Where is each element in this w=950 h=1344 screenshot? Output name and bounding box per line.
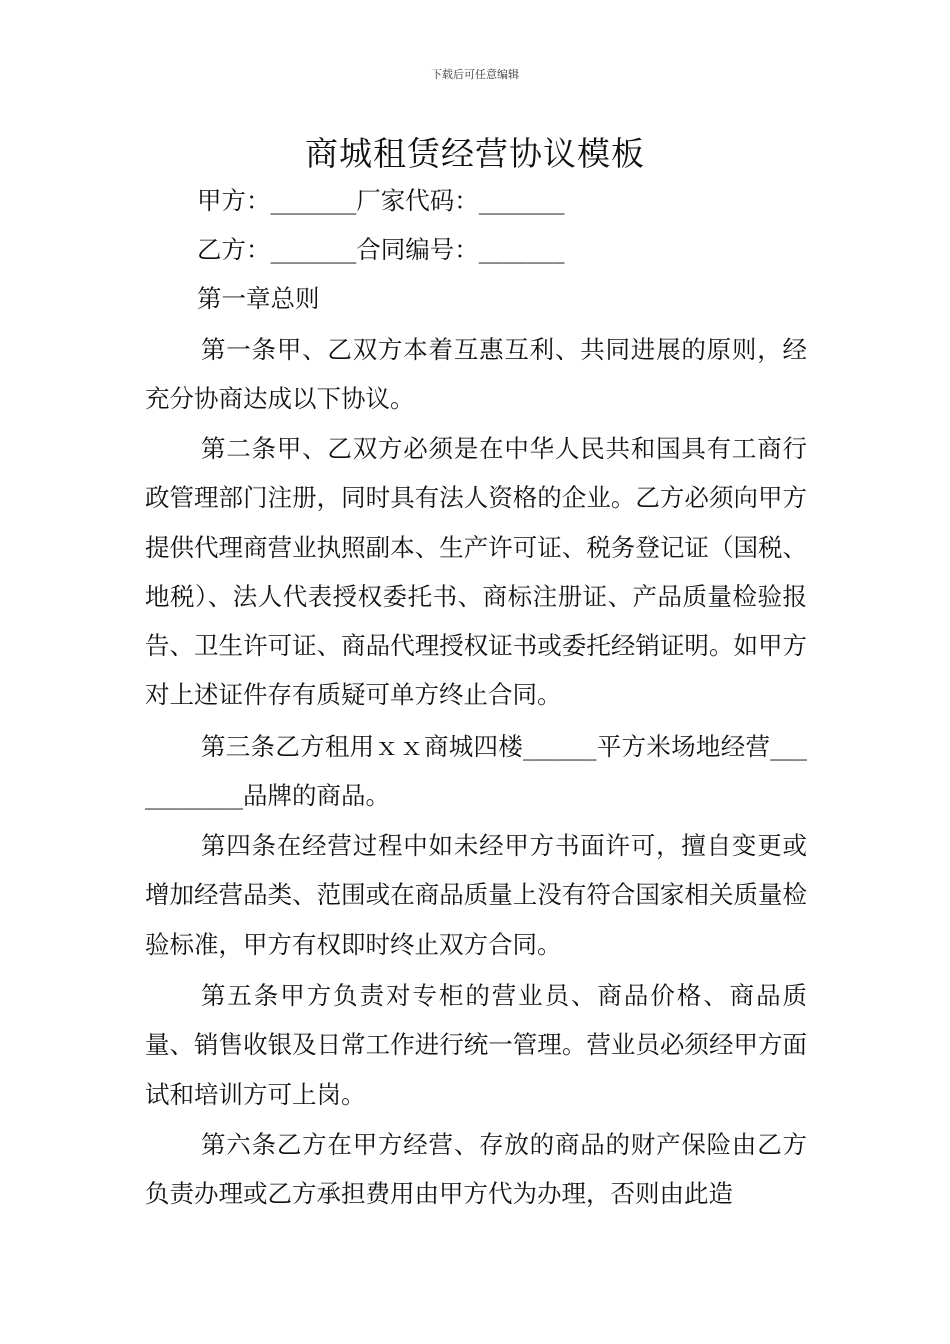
- article-3: 第三条乙方租用ｘｘ商城四楼______平方米场地经营___________品牌的商品。: [145, 732, 807, 811]
- party-b-line: 乙方：_______合同编号：_______: [197, 235, 565, 264]
- article-2: 第二条甲、乙双方必须是在中华人民共和国具有工商行政管理部门注册，同时具有法人资格的企业。乙方必须向甲方提供代理商营业执照副本、生产许可证、税务登记证（国税、地税）、法人代表授权委托书、商标注册证、产品质量检验报告、卫生许可证、商品代理授权证书或委托经销证明。如甲方对上述证件存有质疑可单方终止合同。: [145, 434, 807, 710]
- document-title: 商城租赁经营协议模板: [305, 134, 645, 173]
- article-1: 第一条甲、乙双方本着互惠互利、共同进展的原则，经充分协商达成以下协议。: [145, 335, 807, 414]
- article-6: 第六条乙方在甲方经营、存放的商品的财产保险由乙方负责办理或乙方承担费用由甲方代为办理，否则由此造: [145, 1130, 807, 1209]
- chapter-heading: 第一章总则: [197, 284, 320, 313]
- article-5: 第五条甲方负责对专柜的营业员、商品价格、商品质量、销售收银及日常工作进行统一管理。营业员必须经甲方面试和培训方可上岗。: [145, 981, 807, 1109]
- article-4: 第四条在经营过程中如未经甲方书面许可，擅自变更或增加经营品类、范围或在商品质量上没有符合国家相关质量检验标准，甲方有权即时终止双方合同。: [145, 831, 807, 959]
- party-a-line: 甲方：_______厂家代码：_______: [197, 186, 565, 215]
- page-header-note: 下载后可任意编辑: [431, 68, 519, 81]
